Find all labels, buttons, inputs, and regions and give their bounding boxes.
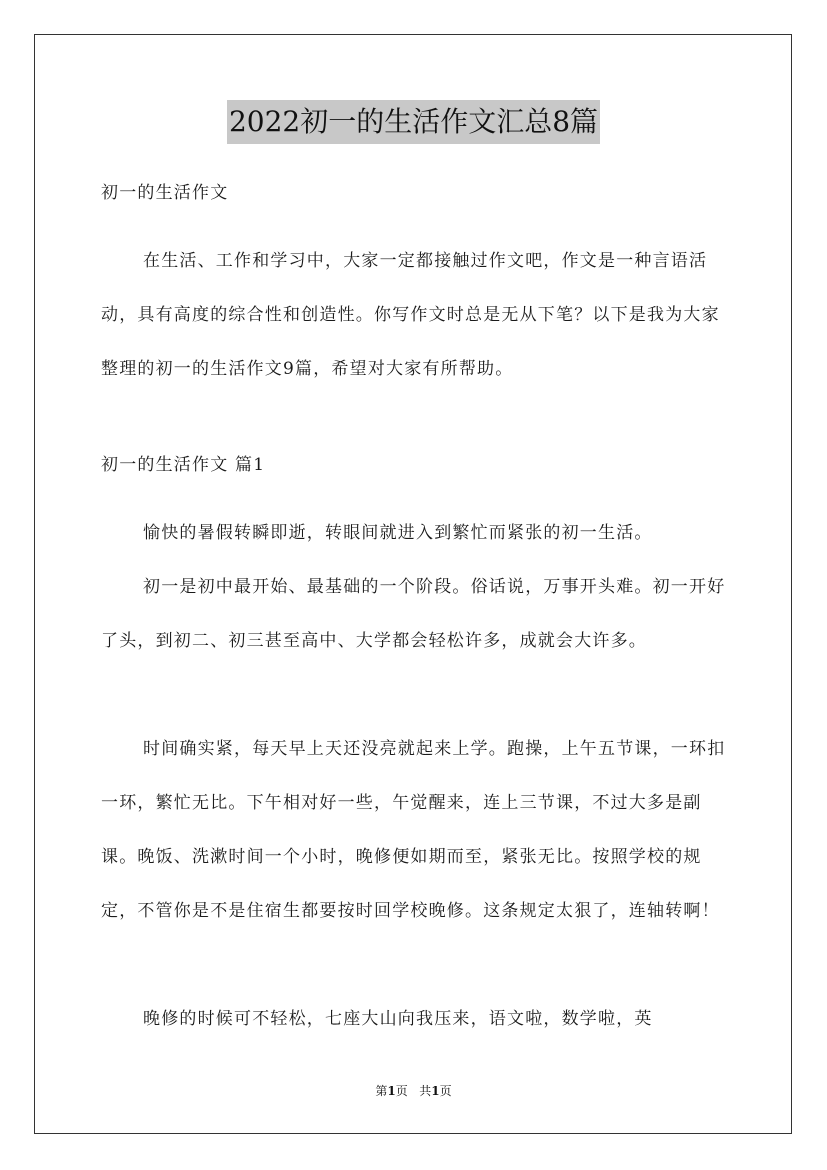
footer-page-number: 1	[387, 1084, 396, 1098]
footer-total-suffix: 页	[439, 1084, 452, 1098]
footer-total-prefix: 共	[419, 1084, 432, 1098]
essay-heading: 初一的生活作文 篇1	[101, 455, 266, 475]
footer-total-number: 1	[431, 1084, 440, 1098]
paragraph-3: 时间确实紧，每天早上天还没亮就起来上学。跑操，上午五节课，一环扣一环，繁忙无比。下午相对好一些，午觉醒来，连上三节课，不过大多是副课。晚饭、洗漱时间一个小时，晚修便如期而至，紧张无比。按照学校的规定，不管你是不是住宿生都要按时回学校晚修。这条规定太狠了，连轴转啊！	[101, 739, 726, 921]
paragraph-1: 愉快的暑假转瞬即逝，转眼间就进入到繁忙而紧张的初一生活。	[143, 523, 653, 543]
paragraph-2: 初一是初中最开始、最基础的一个阶段。俗话说，万事开头难。初一开好了头，到初二、初三甚至高中、大学都会轻松许多，成就会大许多。	[101, 577, 726, 651]
section-heading: 初一的生活作文	[101, 183, 229, 203]
footer-page-prefix: 第	[375, 1084, 388, 1098]
document-title: 2022初一的生活作文汇总8篇	[227, 100, 600, 144]
title-container	[0, 100, 827, 144]
footer-page-suffix: 页	[395, 1084, 408, 1098]
paragraph-4: 晚修的时候可不轻松，七座大山向我压来，语文啦，数学啦，英	[143, 1009, 653, 1029]
intro-paragraph: 在生活、工作和学习中，大家一定都接触过作文吧，作文是一种言语活动，具有高度的综合性和创造性。你写作文时总是无从下笔？以下是我为大家整理的初一的生活作文9篇，希望对大家有所帮助。	[101, 251, 720, 379]
page-footer	[0, 1083, 827, 1099]
